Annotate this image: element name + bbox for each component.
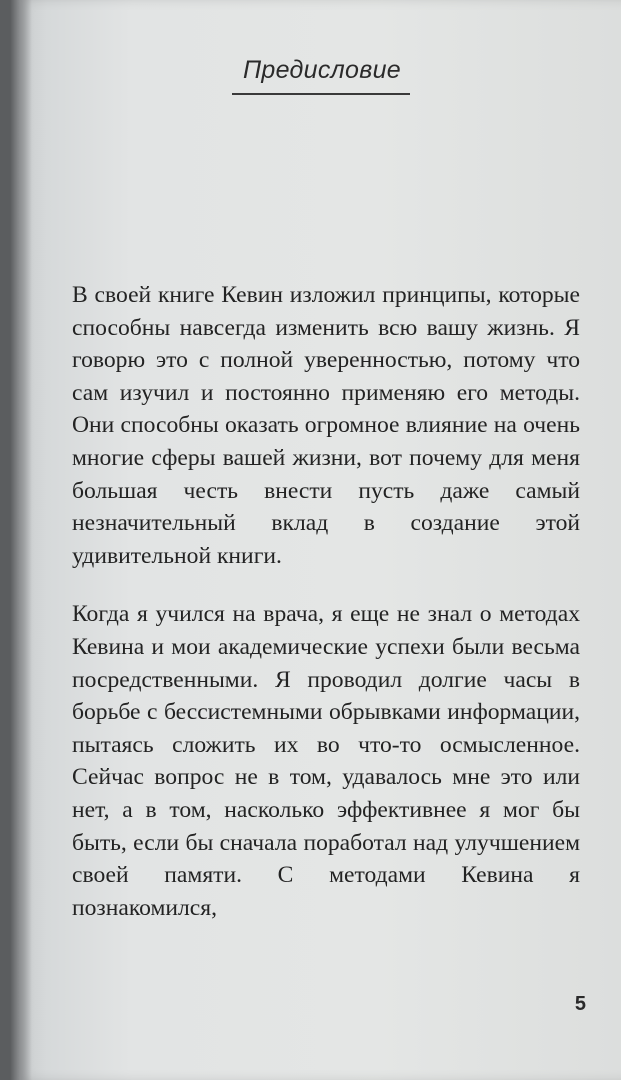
body-text: [72, 279, 580, 924]
paragraph-2: Когда я учился на врача, я еще не знал о методах Кевина и мои академические успехи были весьма посредственными. Я проводил долгие часы в борьбе с бессистемными обрывками информации, пытаясь сложить их во что-то осмысленное. Сейчас вопрос не в том, удавалось мне это или нет, а в том, насколько эффективнее я мог бы быть, если бы сначала поработал над улучшением своей памяти. С методами Кевина я познакомился,: [72, 601, 580, 921]
spine-shadow: [10, 0, 32, 1080]
header-underline: [232, 93, 410, 95]
book-page: [10, 0, 621, 1080]
page-number: 5: [574, 993, 586, 1015]
paragraph-1: В своей книге Кевин изложил принципы, которые способны навсегда изменить всю вашу жизнь. Я говорю это с полной уверенностью, потому что сам изучил и постоянно применяю его методы. Они способны оказать огромное влияние на очень многие сферы вашей жизни, вот почему для меня большая честь внести пусть даже самый незначительный вклад в создание этой удивительной книги.: [72, 282, 580, 569]
running-header-title: Предисловие: [242, 56, 402, 84]
